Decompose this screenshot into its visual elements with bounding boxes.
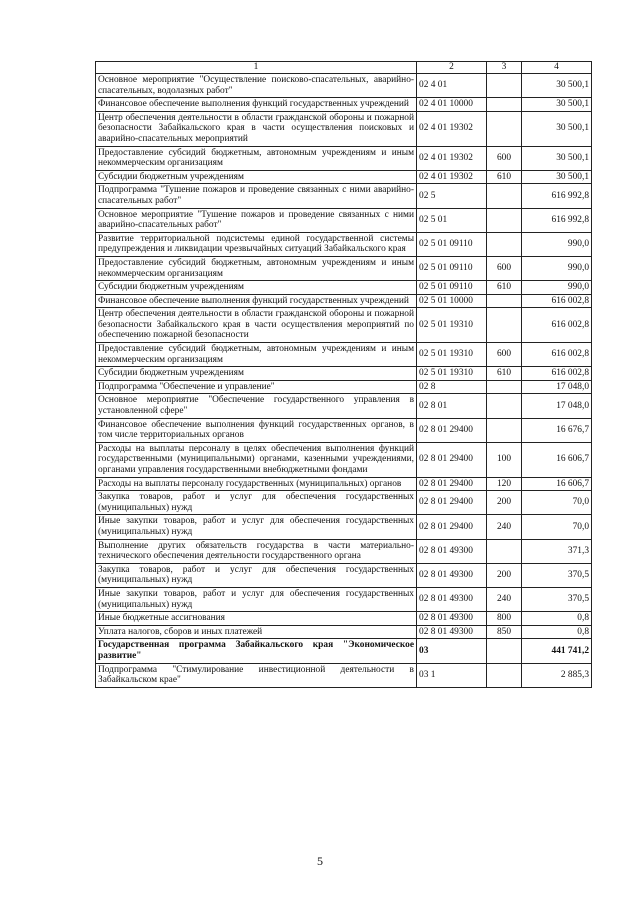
row-code-cell: 02 4 01 19302 xyxy=(417,111,487,146)
row-type-cell: 120 xyxy=(487,477,522,491)
row-type-cell xyxy=(487,294,522,308)
row-type-cell: 240 xyxy=(487,587,522,611)
table-row xyxy=(96,442,592,477)
row-type-cell: 200 xyxy=(487,491,522,515)
table-row xyxy=(96,294,592,308)
column-header-3: 3 xyxy=(487,62,522,74)
row-name-cell: Уплата налогов, сборов и иных платежей xyxy=(96,625,417,639)
row-sum-cell: 616 002,8 xyxy=(522,294,592,308)
row-code-cell: 02 4 01 19302 xyxy=(417,146,487,170)
row-type-cell: 610 xyxy=(487,281,522,295)
row-code-cell: 02 8 01 29400 xyxy=(417,442,487,477)
table-row xyxy=(96,491,592,515)
table-row xyxy=(96,418,592,442)
row-type-cell xyxy=(487,184,522,208)
table-header-row xyxy=(96,62,592,74)
table-row xyxy=(96,256,592,280)
row-type-cell xyxy=(487,394,522,418)
row-sum-cell: 17 048,0 xyxy=(522,394,592,418)
row-type-cell: 610 xyxy=(487,170,522,184)
table-row xyxy=(96,308,592,343)
row-sum-cell: 16 606,7 xyxy=(522,477,592,491)
row-sum-cell: 990,0 xyxy=(522,256,592,280)
row-name-cell: Центр обеспечения деятельности в области гражданской обороны и пожарной безопасности Забайкальского края в части осуществления мероприятий по обеспечению пожарной безопасности xyxy=(96,308,417,343)
row-sum-cell: 70,0 xyxy=(522,491,592,515)
row-code-cell: 02 8 01 29400 xyxy=(417,515,487,539)
row-name-cell: Центр обеспечения деятельности в области гражданской обороны и пожарной безопасности Забайкальского края в части осуществления поисковых и аварийно-спасательных мероприятий xyxy=(96,111,417,146)
row-type-cell xyxy=(487,232,522,256)
row-sum-cell: 30 500,1 xyxy=(522,146,592,170)
row-code-cell: 02 5 01 19310 xyxy=(417,343,487,367)
row-type-cell: 200 xyxy=(487,563,522,587)
row-name-cell: Подпрограмма "Стимулирование инвестиционной деятельности в Забайкальском крае" xyxy=(96,663,417,687)
row-code-cell: 02 8 01 49300 xyxy=(417,563,487,587)
row-type-cell xyxy=(487,639,522,663)
row-code-cell: 02 5 01 09110 xyxy=(417,232,487,256)
row-name-cell: Государственная программа Забайкальского края "Экономическое развитие" xyxy=(96,639,417,663)
table-row xyxy=(96,146,592,170)
row-type-cell xyxy=(487,663,522,687)
row-type-cell xyxy=(487,539,522,563)
row-sum-cell: 370,5 xyxy=(522,563,592,587)
row-sum-cell: 2 885,3 xyxy=(522,663,592,687)
row-sum-cell: 371,3 xyxy=(522,539,592,563)
row-code-cell: 02 5 01 09110 xyxy=(417,281,487,295)
row-name-cell: Финансовое обеспечение выполнения функций государственных органов, в том числе территориальных органов xyxy=(96,418,417,442)
row-type-cell xyxy=(487,308,522,343)
row-sum-cell: 17 048,0 xyxy=(522,380,592,394)
table-body xyxy=(96,74,592,688)
table-row xyxy=(96,380,592,394)
row-sum-cell: 16 676,7 xyxy=(522,418,592,442)
row-name-cell: Расходы на выплаты персоналу государственных (муниципальных) органов xyxy=(96,477,417,491)
row-code-cell: 02 5 01 10000 xyxy=(417,294,487,308)
row-sum-cell: 370,5 xyxy=(522,587,592,611)
table-row xyxy=(96,515,592,539)
row-type-cell: 600 xyxy=(487,146,522,170)
row-type-cell xyxy=(487,208,522,232)
row-code-cell: 02 4 01 xyxy=(417,74,487,98)
row-code-cell: 02 8 01 49300 xyxy=(417,587,487,611)
row-name-cell: Основное мероприятие "Осуществление поисково-спасательных, аварийно-спасательных, водолазных работ" xyxy=(96,74,417,98)
row-name-cell: Предоставление субсидий бюджетным, автономным учреждениям и иным некоммерческим организациям xyxy=(96,146,417,170)
row-name-cell: Предоставление субсидий бюджетным, автономным учреждениям и иным некоммерческим организациям xyxy=(96,256,417,280)
table-row xyxy=(96,639,592,663)
row-sum-cell: 30 500,1 xyxy=(522,98,592,112)
row-sum-cell: 0,8 xyxy=(522,612,592,626)
table-row xyxy=(96,477,592,491)
row-sum-cell: 30 500,1 xyxy=(522,74,592,98)
row-type-cell: 100 xyxy=(487,442,522,477)
row-type-cell xyxy=(487,74,522,98)
row-name-cell: Финансовое обеспечение выполнения функций государственных учреждений xyxy=(96,98,417,112)
row-sum-cell: 16 606,7 xyxy=(522,442,592,477)
row-sum-cell: 0,8 xyxy=(522,625,592,639)
table-row xyxy=(96,663,592,687)
table-row xyxy=(96,539,592,563)
row-name-cell: Субсидии бюджетным учреждениям xyxy=(96,367,417,381)
row-sum-cell: 616 992,8 xyxy=(522,184,592,208)
table-row xyxy=(96,170,592,184)
row-type-cell: 600 xyxy=(487,343,522,367)
row-code-cell: 02 4 01 10000 xyxy=(417,98,487,112)
row-name-cell: Иные закупки товаров, работ и услуг для обеспечения государственных (муниципальных) нужд xyxy=(96,515,417,539)
row-sum-cell: 616 002,8 xyxy=(522,308,592,343)
row-sum-cell: 441 741,2 xyxy=(522,639,592,663)
row-sum-cell: 616 002,8 xyxy=(522,367,592,381)
row-sum-cell: 70,0 xyxy=(522,515,592,539)
row-name-cell: Закупка товаров, работ и услуг для обеспечения государственных (муниципальных) нужд xyxy=(96,563,417,587)
row-sum-cell: 616 002,8 xyxy=(522,343,592,367)
row-type-cell xyxy=(487,380,522,394)
row-type-cell: 850 xyxy=(487,625,522,639)
row-code-cell: 02 5 xyxy=(417,184,487,208)
row-type-cell xyxy=(487,98,522,112)
table-row xyxy=(96,625,592,639)
column-header-1: 1 xyxy=(96,62,417,74)
row-code-cell: 03 1 xyxy=(417,663,487,687)
row-name-cell: Субсидии бюджетным учреждениям xyxy=(96,170,417,184)
row-sum-cell: 990,0 xyxy=(522,281,592,295)
row-code-cell: 02 8 01 xyxy=(417,394,487,418)
row-type-cell xyxy=(487,418,522,442)
row-name-cell: Закупка товаров, работ и услуг для обеспечения государственных (муниципальных) нужд xyxy=(96,491,417,515)
row-code-cell: 02 4 01 19302 xyxy=(417,170,487,184)
table-row xyxy=(96,208,592,232)
row-name-cell: Предоставление субсидий бюджетным, автономным учреждениям и иным некоммерческим организациям xyxy=(96,343,417,367)
row-code-cell: 03 xyxy=(417,639,487,663)
row-code-cell: 02 8 01 29400 xyxy=(417,477,487,491)
table-row xyxy=(96,281,592,295)
row-code-cell: 02 8 01 49300 xyxy=(417,625,487,639)
page-number: 5 xyxy=(317,854,323,868)
column-header-4: 4 xyxy=(522,62,592,74)
row-code-cell: 02 8 01 49300 xyxy=(417,539,487,563)
table-row xyxy=(96,343,592,367)
row-code-cell: 02 5 01 xyxy=(417,208,487,232)
row-code-cell: 02 8 xyxy=(417,380,487,394)
row-name-cell: Выполнение других обязательств государства в части материально-технического обеспечения деятельности государственного органа xyxy=(96,539,417,563)
table-row xyxy=(96,184,592,208)
row-name-cell: Подпрограмма "Обеспечение и управление" xyxy=(96,380,417,394)
budget-table xyxy=(95,61,592,688)
row-type-cell xyxy=(487,111,522,146)
row-name-cell: Основное мероприятие "Обеспечение государственного управления в установленной сфере" xyxy=(96,394,417,418)
row-name-cell: Развитие территориальной подсистемы единой государственной системы предупреждения и ликвидации чрезвычайных ситуаций Забайкальского края xyxy=(96,232,417,256)
row-code-cell: 02 5 01 19310 xyxy=(417,367,487,381)
row-code-cell: 02 8 01 29400 xyxy=(417,491,487,515)
row-sum-cell: 990,0 xyxy=(522,232,592,256)
row-type-cell: 800 xyxy=(487,612,522,626)
row-name-cell: Иные закупки товаров, работ и услуг для обеспечения государственных (муниципальных) нужд xyxy=(96,587,417,611)
table-row xyxy=(96,612,592,626)
row-name-cell: Субсидии бюджетным учреждениям xyxy=(96,281,417,295)
column-header-2: 2 xyxy=(417,62,487,74)
table-row xyxy=(96,367,592,381)
table-row xyxy=(96,232,592,256)
row-code-cell: 02 8 01 29400 xyxy=(417,418,487,442)
table-row xyxy=(96,98,592,112)
table-row xyxy=(96,563,592,587)
row-sum-cell: 616 992,8 xyxy=(522,208,592,232)
row-type-cell: 600 xyxy=(487,256,522,280)
row-name-cell: Расходы на выплаты персоналу в целях обеспечения выполнения функций государственными (муниципальными) органами, казенными учреждениями, органами управления государственными внебюджетными фондами xyxy=(96,442,417,477)
table-row xyxy=(96,111,592,146)
table-row xyxy=(96,394,592,418)
row-type-cell: 610 xyxy=(487,367,522,381)
row-name-cell: Подпрограмма "Тушение пожаров и проведение связанных с ними аварийно-спасательных работ" xyxy=(96,184,417,208)
row-sum-cell: 30 500,1 xyxy=(522,111,592,146)
row-name-cell: Основное мероприятие "Тушение пожаров и проведение связанных с ними аварийно-спасательных работ" xyxy=(96,208,417,232)
row-sum-cell: 30 500,1 xyxy=(522,170,592,184)
row-code-cell: 02 8 01 49300 xyxy=(417,612,487,626)
row-name-cell: Финансовое обеспечение выполнения функций государственных учреждений xyxy=(96,294,417,308)
row-code-cell: 02 5 01 09110 xyxy=(417,256,487,280)
table-row xyxy=(96,74,592,98)
row-name-cell: Иные бюджетные ассигнования xyxy=(96,612,417,626)
row-type-cell: 240 xyxy=(487,515,522,539)
table-row xyxy=(96,587,592,611)
row-code-cell: 02 5 01 19310 xyxy=(417,308,487,343)
